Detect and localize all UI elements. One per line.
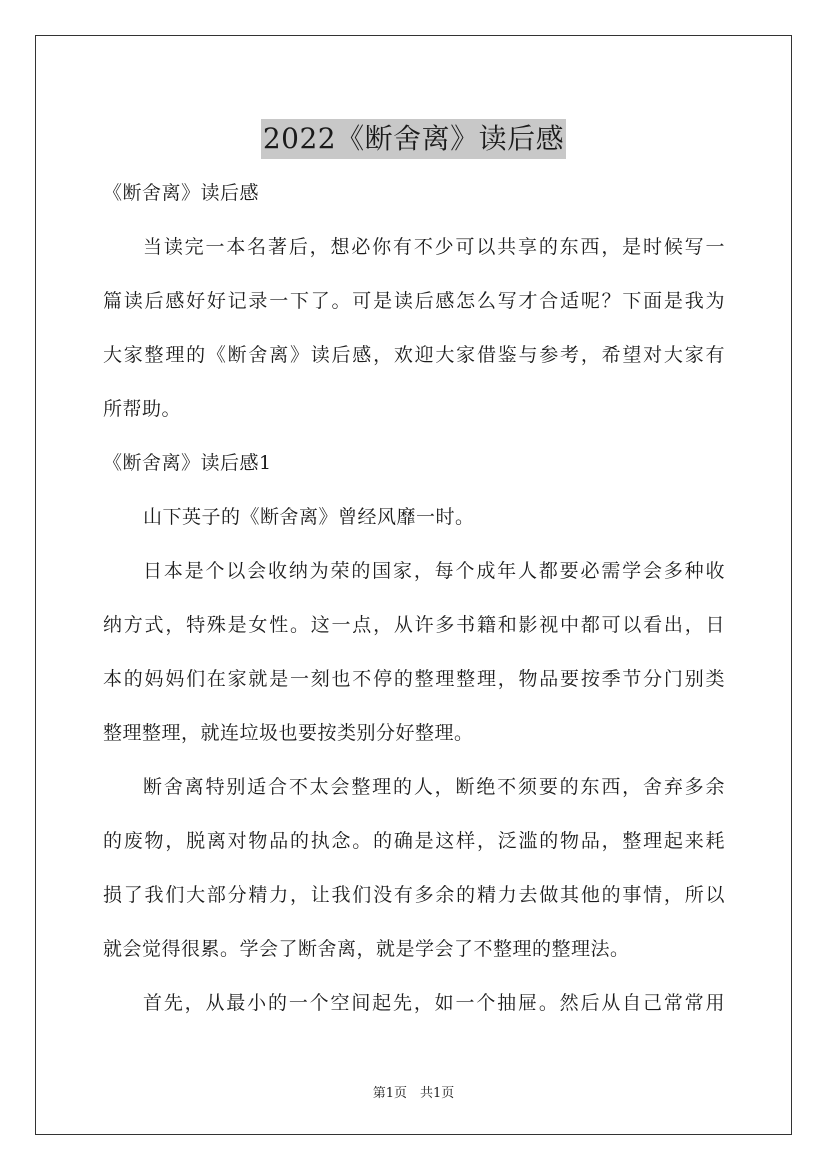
paragraph-line: 纳方式，特殊是女性。这一点，从许多书籍和影视中都可以看出，日: [103, 614, 725, 636]
section-heading: 《断舍离》读后感: [103, 182, 260, 204]
page-footer: 第1页 共1页: [372, 1086, 455, 1101]
paragraph-line: 的废物，脱离对物品的执念。的确是这样，泛滥的物品，整理起来耗: [103, 830, 725, 852]
paragraph-line: 当读完一本名著后，想必你有不少可以共享的东西，是时候写一: [143, 236, 725, 258]
section-heading: 《断舍离》读后感1: [103, 452, 272, 474]
paragraph-line: 损了我们大部分精力，让我们没有多余的精力去做其他的事情，所以: [103, 884, 725, 906]
document-title: 2022《断舍离》读后感: [261, 119, 566, 159]
paragraph-line: 篇读后感好好记录一下了。可是读后感怎么写才合适呢？下面是我为: [103, 290, 725, 312]
paragraph-line: 山下英子的《断舍离》曾经风靡一时。: [143, 506, 475, 528]
paragraph-line: 首先，从最小的一个空间起先，如一个抽屉。然后从自己常常用: [143, 992, 725, 1014]
paragraph-line: 所帮助。: [103, 398, 182, 420]
paragraph-line: 整理整理，就连垃圾也要按类别分好整理。: [103, 722, 474, 744]
paragraph-line: 断舍离特别适合不太会整理的人，断绝不须要的东西，舍弃多余: [143, 776, 725, 798]
paragraph-line: 本的妈妈们在家就是一刻也不停的整理整理，物品要按季节分门别类: [103, 668, 725, 690]
paragraph-line: 大家整理的《断舍离》读后感，欢迎大家借鉴与参考，希望对大家有: [103, 344, 725, 366]
title-container: [0, 100, 827, 178]
document-body: [103, 177, 725, 1041]
paragraph-line: 日本是个以会收纳为荣的国家，每个成年人都要必需学会多种收: [143, 560, 725, 582]
paragraph-line: 就会觉得很累。学会了断舍离，就是学会了不整理的整理法。: [103, 938, 630, 960]
